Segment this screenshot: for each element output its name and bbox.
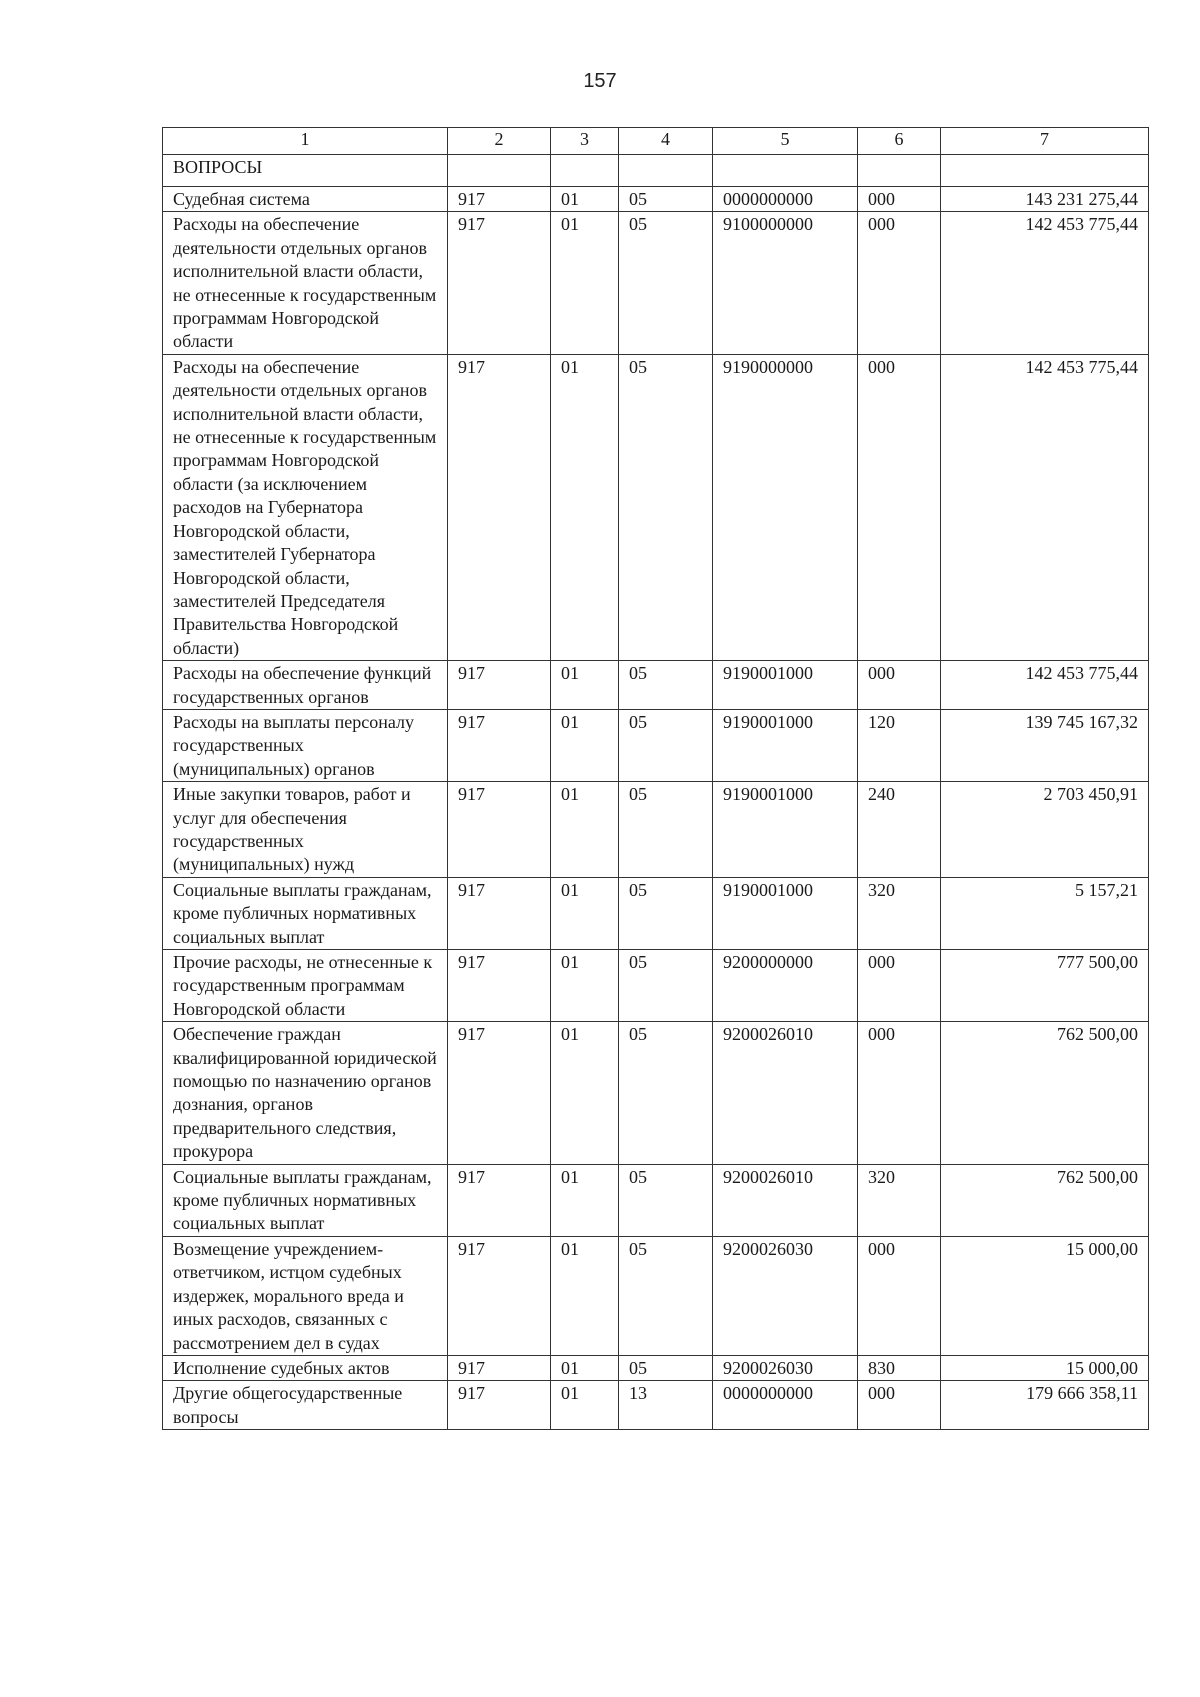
- expense-type-cell: 000: [858, 187, 941, 212]
- expense-type-cell: 000: [858, 661, 941, 710]
- row-name-cell: Возмещение учреждением-ответчиком, истцом судебных издержек, морального вреда и иных расходов, связанных с рассмотрением дел в судах: [163, 1236, 448, 1355]
- target-article-cell: 9190000000: [713, 354, 858, 660]
- row-name-cell: Прочие расходы, не отнесенные к государственным программам Новгородской области: [163, 950, 448, 1022]
- column-header-3: 3: [551, 128, 619, 155]
- ministry-code-cell: 917: [448, 1355, 551, 1380]
- subsection-code-cell: 05: [619, 877, 713, 949]
- table-row: [163, 950, 1149, 1022]
- column-header-2: 2: [448, 128, 551, 155]
- target-article-cell: 9190001000: [713, 709, 858, 781]
- section-code-cell: 01: [551, 1236, 619, 1355]
- row-name-cell: Исполнение судебных актов: [163, 1355, 448, 1380]
- expense-type-cell: 000: [858, 1022, 941, 1164]
- row-name-cell: Судебная система: [163, 187, 448, 212]
- target-article-cell: 0000000000: [713, 187, 858, 212]
- expense-type-cell: 320: [858, 1164, 941, 1236]
- empty-cell: [448, 155, 551, 187]
- column-header-4: 4: [619, 128, 713, 155]
- amount-cell: 142 453 775,44: [941, 212, 1149, 354]
- section-code-cell: 01: [551, 877, 619, 949]
- table-row: [163, 1022, 1149, 1164]
- table-body: [163, 155, 1149, 1430]
- row-name-cell: Расходы на обеспечение функций государственных органов: [163, 661, 448, 710]
- continuation-cell: ВОПРОСЫ: [163, 155, 448, 187]
- subsection-code-cell: 05: [619, 782, 713, 878]
- ministry-code-cell: 917: [448, 1381, 551, 1430]
- amount-cell: 142 453 775,44: [941, 661, 1149, 710]
- row-name-cell: Иные закупки товаров, работ и услуг для обеспечения государственных (муниципальных) нужд: [163, 782, 448, 878]
- empty-cell: [713, 155, 858, 187]
- amount-cell: 2 703 450,91: [941, 782, 1149, 878]
- table-row: [163, 1381, 1149, 1430]
- table-row: [163, 212, 1149, 354]
- target-article-cell: 9200026010: [713, 1022, 858, 1164]
- table-row: [163, 782, 1149, 878]
- target-article-cell: 9200026030: [713, 1355, 858, 1380]
- empty-cell: [941, 155, 1149, 187]
- section-code-cell: 01: [551, 950, 619, 1022]
- amount-cell: 179 666 358,11: [941, 1381, 1149, 1430]
- target-article-cell: 9190001000: [713, 661, 858, 710]
- row-name-cell: Социальные выплаты гражданам, кроме публичных нормативных социальных выплат: [163, 877, 448, 949]
- ministry-code-cell: 917: [448, 212, 551, 354]
- expense-type-cell: 000: [858, 950, 941, 1022]
- target-article-cell: 9200026010: [713, 1164, 858, 1236]
- row-name-cell: Обеспечение граждан квалифицированной юридической помощью по назначению органов дознания, органов предварительного следствия, прокурора: [163, 1022, 448, 1164]
- subsection-code-cell: 05: [619, 1236, 713, 1355]
- table-row: [163, 1236, 1149, 1355]
- expense-type-cell: 830: [858, 1355, 941, 1380]
- subsection-code-cell: 05: [619, 212, 713, 354]
- table-row: [163, 354, 1149, 660]
- section-code-cell: 01: [551, 1381, 619, 1430]
- expense-type-cell: 240: [858, 782, 941, 878]
- section-code-cell: 01: [551, 1355, 619, 1380]
- column-header-5: 5: [713, 128, 858, 155]
- subsection-code-cell: 05: [619, 1355, 713, 1380]
- expense-type-cell: 000: [858, 354, 941, 660]
- ministry-code-cell: 917: [448, 877, 551, 949]
- row-name-cell: Расходы на обеспечение деятельности отдельных органов исполнительной власти области, не отнесенные к государственным программам Новгородской области: [163, 212, 448, 354]
- row-name-cell: Расходы на обеспечение деятельности отдельных органов исполнительной власти области, не отнесенные к государственным программам Новгородской области (за исключением расходов на Губернатора Новгородской области, заместителей Губернатора Новгородской области, заместителей Председателя Правительства Новгородской области): [163, 354, 448, 660]
- table-row: [163, 1164, 1149, 1236]
- subsection-code-cell: 05: [619, 1022, 713, 1164]
- amount-cell: 777 500,00: [941, 950, 1149, 1022]
- column-header-1: 1: [163, 128, 448, 155]
- subsection-code-cell: 13: [619, 1381, 713, 1430]
- ministry-code-cell: 917: [448, 661, 551, 710]
- amount-cell: 762 500,00: [941, 1022, 1149, 1164]
- ministry-code-cell: 917: [448, 1236, 551, 1355]
- expense-type-cell: 000: [858, 212, 941, 354]
- table-header: [163, 128, 1149, 155]
- row-name-cell: Расходы на выплаты персоналу государственных (муниципальных) органов: [163, 709, 448, 781]
- subsection-code-cell: 05: [619, 354, 713, 660]
- table-row: [163, 877, 1149, 949]
- target-article-cell: 9200026030: [713, 1236, 858, 1355]
- ministry-code-cell: 917: [448, 950, 551, 1022]
- expense-type-cell: 120: [858, 709, 941, 781]
- ministry-code-cell: 917: [448, 354, 551, 660]
- amount-cell: 142 453 775,44: [941, 354, 1149, 660]
- subsection-code-cell: 05: [619, 950, 713, 1022]
- amount-cell: 15 000,00: [941, 1355, 1149, 1380]
- amount-cell: 139 745 167,32: [941, 709, 1149, 781]
- header-row: [163, 128, 1149, 155]
- empty-cell: [619, 155, 713, 187]
- ministry-code-cell: 917: [448, 1164, 551, 1236]
- ministry-code-cell: 917: [448, 709, 551, 781]
- subsection-code-cell: 05: [619, 709, 713, 781]
- section-code-cell: 01: [551, 187, 619, 212]
- expense-type-cell: 320: [858, 877, 941, 949]
- table-row: [163, 187, 1149, 212]
- section-code-cell: 01: [551, 782, 619, 878]
- subsection-code-cell: 05: [619, 1164, 713, 1236]
- target-article-cell: 9190001000: [713, 782, 858, 878]
- section-code-cell: 01: [551, 354, 619, 660]
- section-code-cell: 01: [551, 661, 619, 710]
- empty-cell: [551, 155, 619, 187]
- table-row: [163, 661, 1149, 710]
- target-article-cell: 9100000000: [713, 212, 858, 354]
- section-code-cell: 01: [551, 1022, 619, 1164]
- target-article-cell: 9200000000: [713, 950, 858, 1022]
- subsection-code-cell: 05: [619, 661, 713, 710]
- column-header-6: 6: [858, 128, 941, 155]
- target-article-cell: 0000000000: [713, 1381, 858, 1430]
- amount-cell: 5 157,21: [941, 877, 1149, 949]
- empty-cell: [858, 155, 941, 187]
- expense-type-cell: 000: [858, 1236, 941, 1355]
- column-header-7: 7: [941, 128, 1149, 155]
- ministry-code-cell: 917: [448, 187, 551, 212]
- subsection-code-cell: 05: [619, 187, 713, 212]
- target-article-cell: 9190001000: [713, 877, 858, 949]
- section-code-cell: 01: [551, 212, 619, 354]
- row-name-cell: Социальные выплаты гражданам, кроме публичных нормативных социальных выплат: [163, 1164, 448, 1236]
- table-row: [163, 1355, 1149, 1380]
- table-row: [163, 709, 1149, 781]
- amount-cell: 762 500,00: [941, 1164, 1149, 1236]
- amount-cell: 143 231 275,44: [941, 187, 1149, 212]
- expense-type-cell: 000: [858, 1381, 941, 1430]
- ministry-code-cell: 917: [448, 1022, 551, 1164]
- row-name-cell: Другие общегосударственные вопросы: [163, 1381, 448, 1430]
- section-code-cell: 01: [551, 709, 619, 781]
- page-number: 157: [583, 70, 617, 92]
- continuation-row: [163, 155, 1149, 187]
- ministry-code-cell: 917: [448, 782, 551, 878]
- amount-cell: 15 000,00: [941, 1236, 1149, 1355]
- section-code-cell: 01: [551, 1164, 619, 1236]
- budget-table: [162, 127, 1149, 1430]
